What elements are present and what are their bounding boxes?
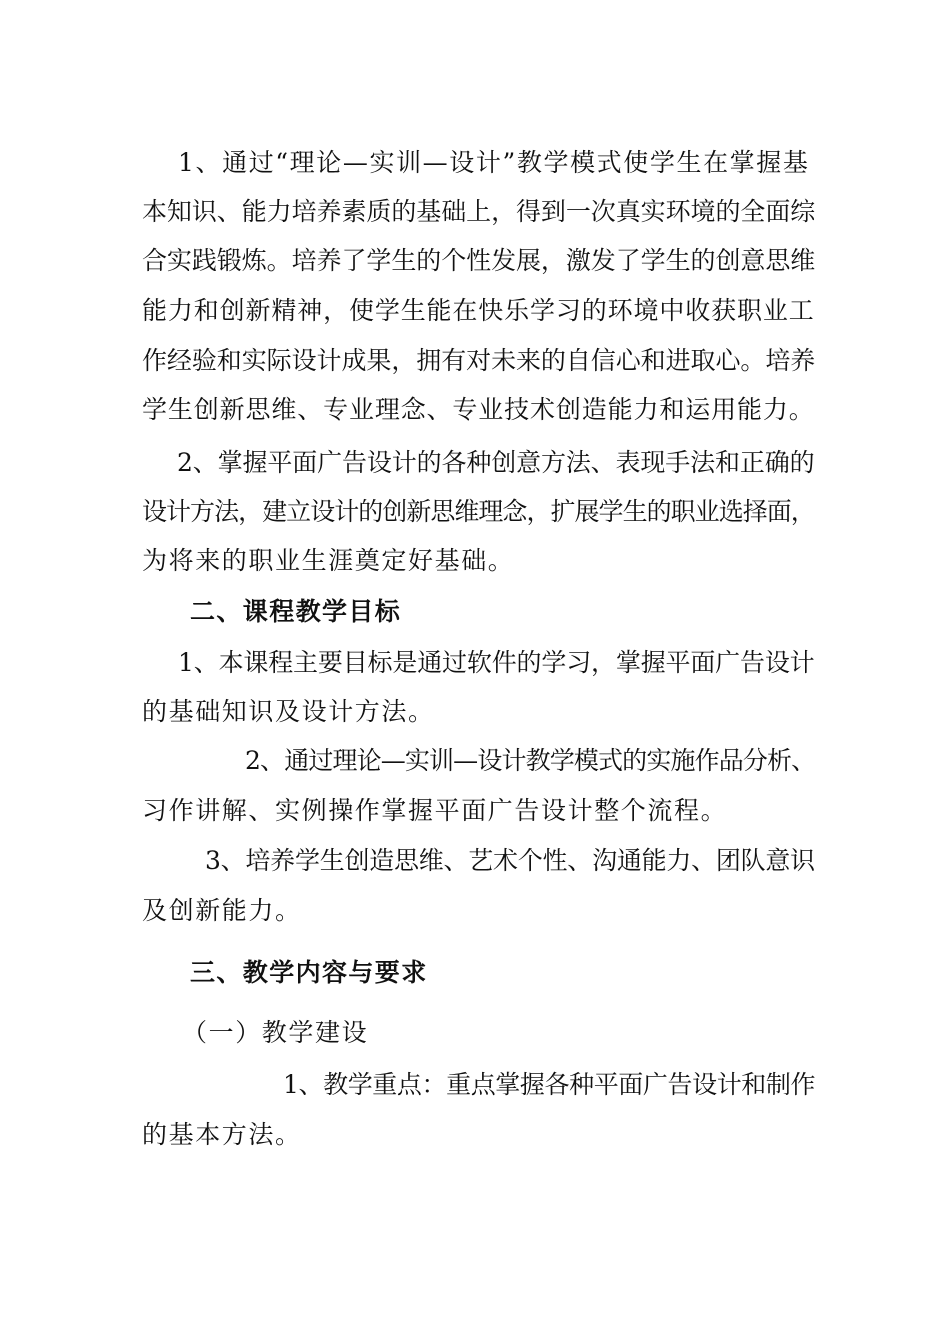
paragraph-1-line-4: 能力和创新精神，使学生能在快乐学习的环境中收获职业工: [142, 296, 815, 325]
paragraph-1-line-3: 合实践锻炼。培养了学生的个性发展，激发了学生的创意思维: [142, 246, 816, 275]
goal-1-line-2: 的基础知识及设计方法。: [142, 697, 435, 726]
goal-3-line-1: 3、培养学生创造思维、艺术个性、沟通能力、团队意识: [205, 846, 815, 875]
paragraph-2-line-3: 为将来的职业生涯奠定好基础。: [142, 546, 515, 575]
paragraph-1-line-2: 本知识、能力培养素质的基础上，得到一次真实环境的全面综: [142, 197, 816, 226]
goal-1-line-1: 1、本课程主要目标是通过软件的学习，掌握平面广告设计: [178, 648, 815, 677]
teaching-focus-line-2: 的基本方法。: [142, 1120, 302, 1149]
teaching-focus-line-1: 1、教学重点：重点掌握各种平面广告设计和制作: [283, 1070, 816, 1099]
paragraph-1-line-6: 学生创新思维、专业理念、专业技术创造能力和运用能力。: [142, 395, 815, 424]
section-3-subheading: （一）教学建设: [182, 1018, 369, 1047]
goal-2-line-2: 习作讲解、实例操作掌握平面广告设计整个流程。: [142, 796, 728, 825]
goal-3-line-2: 及创新能力。: [142, 896, 302, 925]
section-2-heading: 二、课程教学目标: [190, 597, 402, 626]
paragraph-2-line-1: 2、掌握平面广告设计的各种创意方法、表现手法和正确的: [177, 448, 815, 477]
paragraph-1-line-5: 作经验和实际设计成果，拥有对未来的自信心和进取心。培养: [142, 346, 816, 375]
paragraph-1-line-1: 1、通过“理论—实训—设计”教学模式使学生在掌握基: [178, 148, 810, 177]
section-3-heading: 三、教学内容与要求: [190, 958, 428, 987]
paragraph-2-line-2: 设计方法，建立设计的创新思维理念，扩展学生的职业选择面，: [142, 497, 815, 526]
goal-2-line-1: 2、通过理论—实训—设计教学模式的实施作品分析、: [245, 746, 816, 775]
